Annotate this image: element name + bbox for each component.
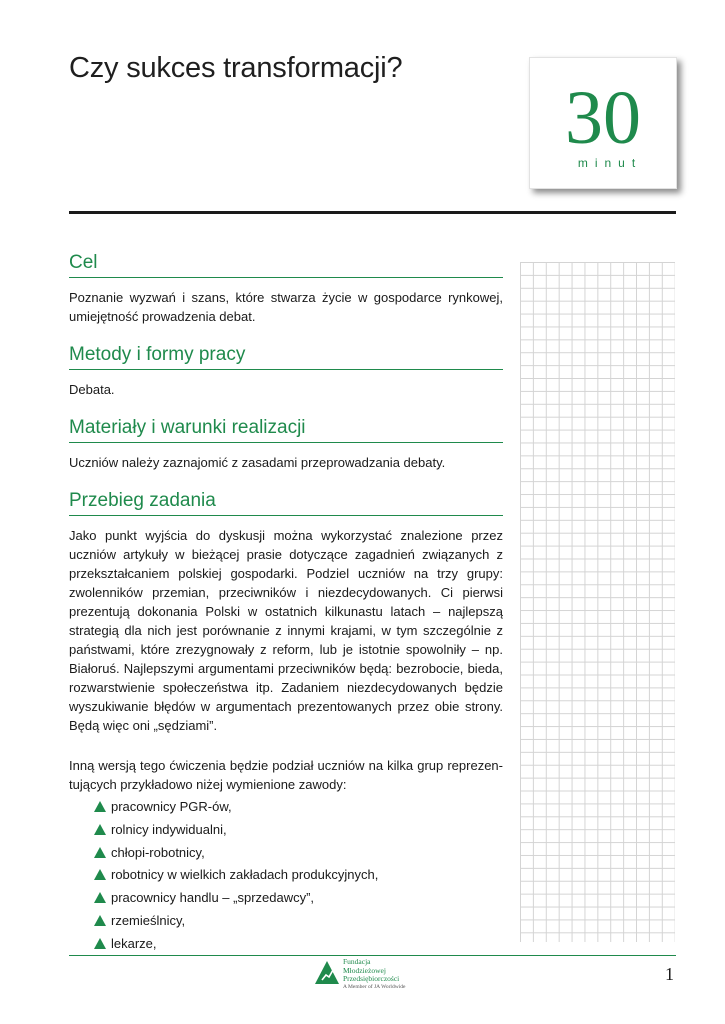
list-item: pracownicy handlu – „sprzedawcy”, [94, 889, 503, 906]
triangle-bullet-icon [94, 824, 106, 835]
list-item: lekarze, [94, 935, 503, 952]
triangle-bullet-icon [94, 892, 106, 903]
list-item: pracownicy PGR-ów, [94, 798, 503, 815]
list-item: rolnicy indywidualni, [94, 821, 503, 838]
main-content [69, 252, 503, 970]
header-divider [69, 211, 676, 214]
section-body: Uczniów należy zaznajomić z zasadami przeprowadzania debaty. [69, 455, 446, 470]
page-title: Czy sukces transformacji? [69, 52, 403, 84]
triangle-bullet-icon [94, 847, 106, 858]
triangle-bullet-icon [94, 869, 106, 880]
section-metody [69, 344, 503, 399]
section-heading: Metody i formy pracy [69, 344, 503, 370]
triangle-bullet-icon [94, 801, 106, 812]
section-body: Inną wersją tego ćwiczenia będzie podział uczniów na kilka grup reprezentujących przykładowo niżej wymienione zawody: [69, 758, 503, 792]
page-number: 1 [665, 964, 674, 984]
duration-badge [529, 57, 677, 189]
logo-subtitle: A Member of JA Worldwide [343, 984, 406, 990]
professions-list [94, 798, 503, 952]
section-materialy [69, 417, 503, 472]
triangle-bullet-icon [94, 938, 106, 949]
notes-grid [520, 262, 675, 942]
section-body: Debata. [69, 382, 115, 397]
footer-divider [69, 955, 676, 956]
triangle-bullet-icon [94, 915, 106, 926]
section-heading: Materiały i warunki realizacji [69, 417, 503, 443]
logo-triangle-icon [314, 960, 340, 986]
list-item: robotnicy w wielkich zakładach produkcyjnych, [94, 866, 503, 883]
duration-number: 30 [565, 76, 641, 160]
section-heading: Cel [69, 252, 503, 278]
section-heading: Przebieg zadania [69, 490, 503, 516]
logo-text: Fundacja Młodzieżowej Przedsiębiorczości [343, 957, 400, 983]
section-cel [69, 252, 503, 326]
foundation-logo [314, 958, 434, 994]
section-body: Jako punkt wyjścia do dyskusji można wykorzystać znalezione przez uczniów artykuły w bieżącej prasie dotyczące zagadnień związanych z przekształcaniem polskiej gospodarki. Podziel uczniów na trzy grupy: zwolenników przemian, przeciwników i niezdecydowanych. Ci pierwsi prezentują dokonania Polski w ostatnich kilkunastu latach – najlepszą strategią dla nich jest porównanie z innymi krajami, w tym szczególnie z państwami, które zrezygnowały z reform, lub je istotnie spowolniły – np. Białoruś. Najlepszymi argumentami przeciwników będą: bezrobocie, bieda, rozwarstwienie społeczeństwa itp. Zadaniem niezdecydowanych będzie wyszukiwanie błędów w argumentach prezentowanych przez obie strony. Będą więc oni „sędziami”. [69, 528, 503, 733]
section-body: Poznanie wyzwań i szans, które stwarza życie w gospodarce rynkowej, umiejętność prowadzenia debat. [69, 290, 503, 324]
list-item: chłopi-robotnicy, [94, 844, 503, 861]
list-item: rzemieślnicy, [94, 912, 503, 929]
section-przebieg [69, 490, 503, 952]
duration-unit: minut [577, 156, 643, 170]
